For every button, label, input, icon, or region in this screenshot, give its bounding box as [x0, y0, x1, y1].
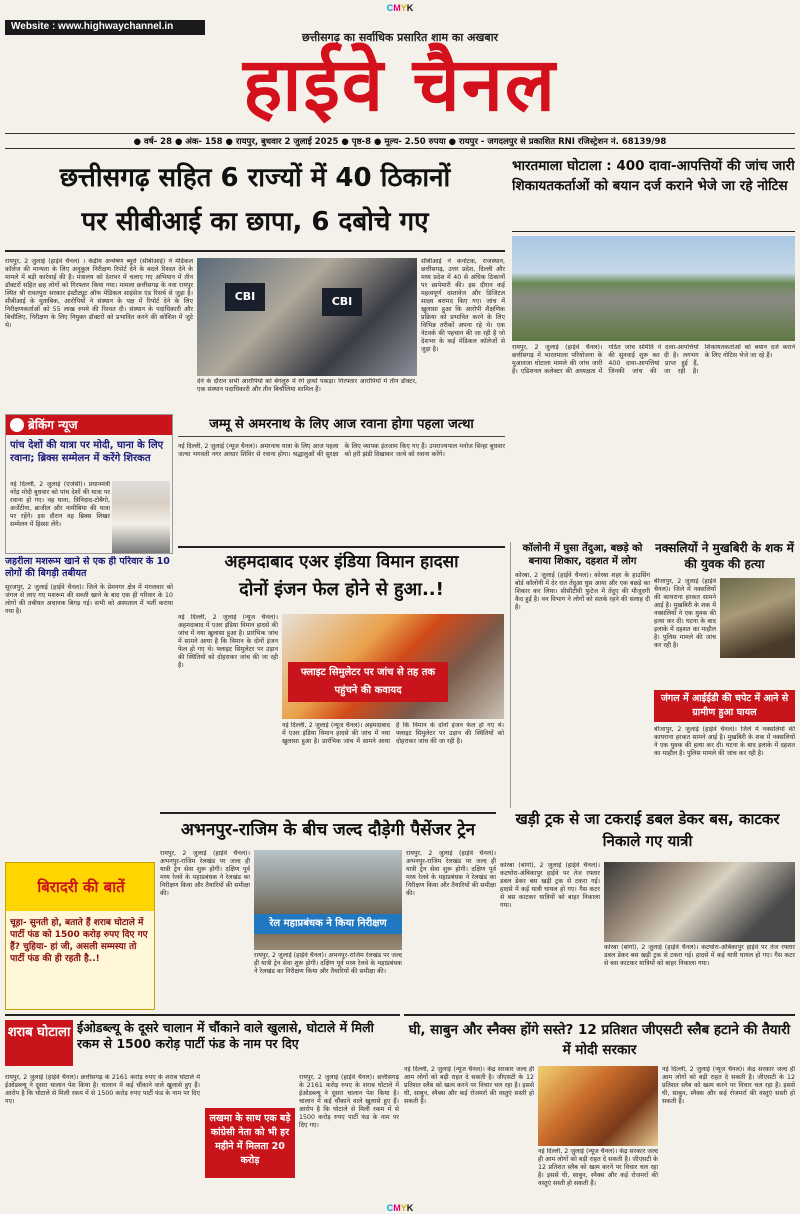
train-body: रायपुर, 2 जुलाई (हाईवे चैनल)। अभनपुर-राजिम रेलखंड पर जल्द ही यात्री ट्रेन सेवा शुरू होगी। दक्षिण पूर्व मध्य रेलवे के महाप्रबंधक ने रेलखंड का निरीक्षण किया और तैयारियों की समीक्षा की।: [160, 850, 250, 897]
truck-body: कोरबा (बांगो), 2 जुलाई (हाईवे चैनल)। कटघोरा-अंबिकापुर हाईवे पर तेज रफ्तार डबल डेकर बस खड़ी ट्रक से टकरा गई। हादसे में कई यात्री घायल हो गए। गैस कटर से बस काटकर यात्रियों को बाहर निकाला गया।: [500, 862, 600, 909]
liquor-scam-box: लखमा के साथ एक बड़े कांग्रेसी नेता को भी हर महीने में मिलता 20 करोड़: [205, 1108, 295, 1178]
breaking-news-label: ब्रेकिंग न्यूज: [6, 415, 173, 435]
cmyk-y: Y: [400, 3, 407, 13]
grocery-photo: [538, 1066, 658, 1146]
train-headline-block: [160, 812, 496, 846]
bharatmala-headline: भारतमाला घोटाला : 400 दावा-आपत्तियों की जांच जारी शिकायतकर्ताओं को बयान दर्ज कराने भेजे जा रहे नोटिस: [512, 158, 795, 194]
breaking-body: नई दिल्ली, 2 जुलाई (एजेंसी)। प्रधानमंत्री नरेंद्र मोदी बुधवार को पांच देशों की यात्रा पर रवाना हो गए। वह घाना, त्रिनिदाद-टोबैगो, अर्जेंटीना, ब्राजील और नामीबिया की यात्रा पर रहेंगे। इस दौरान वह ब्रिक्स शिखर सम्मेलन में हिस्सा लेंगे।: [10, 481, 110, 528]
rail-inspection-photo: [254, 850, 402, 950]
breaking-icon: [10, 418, 24, 432]
cmyk-c-bottom: C: [386, 1203, 394, 1213]
cmyk-k-bottom: K: [406, 1203, 414, 1213]
ahmedabad-body-2: नई दिल्ली, 2 जुलाई (न्यूज चैनल)। अहमदाबाद में एअर इंडिया विमान हादसे की जांच में नया खुलासा हुआ है। प्रारंभिक जांच में सामने आया है कि विमान के दोनों इंजन फेल हो गए थे। फ्लाइट सिमुलेटर पर उड़ान की स्थितियों को दोहराकर जांच की जा रही है।: [282, 722, 504, 745]
injured-villager-photo: [720, 578, 795, 658]
leopard-body: कोरबा, 2 जुलाई (हाईवे चैनल)। कोरबा शहर के हाउसिंग बोर्ड कॉलोनी में देर रात तेंदुआ घुस आया और एक बछड़े का शिकार कर लिया। सीसीटीवी फुटेज में तेंदुए की मौजूदगी कैद हुई है। वन विभाग ने लोगों को सतर्क रहने की सलाह दी है।: [515, 572, 650, 611]
gst-story: [404, 1014, 795, 1204]
website-link[interactable]: Website : www.highwaychannel.in: [5, 20, 205, 35]
naxal-photo-label: जंगल में आईईडी की चपेट में आने से ग्रामीण हुआ घायल: [654, 690, 795, 722]
gst-body: नई दिल्ली, 2 जुलाई (न्यूज चैनल)। केंद्र सरकार जल्द ही आम लोगों को बड़ी राहत दे सकती है। जीएसटी के 12 प्रतिशत स्लैब को खत्म करने पर विचार चल रहा है। इससे घी, साबुन, स्नैक्स और कई रोजमर्रा की वस्तुएं सस्ती हो सकती हैं।: [404, 1066, 534, 1105]
ahmedabad-headline-2: दोनों इंजन फेल होने से हुआ..!: [239, 579, 444, 600]
cmyk-m: M: [393, 3, 401, 13]
mushroom-headline: जहरीला मशरूम खाने से एक ही परिवार के 10 लोगों की बिगड़ी तबीयत: [5, 556, 170, 579]
breaking-headline: पांच देशों की यात्रा पर मोदी, घाना के लिए रवाना; ब्रिक्स सम्मेलन में करेंगे शिरकत: [10, 440, 164, 464]
modi-photo: [112, 481, 170, 553]
amarnath-body: नई दिल्ली, 2 जुलाई (न्यूज चैनल)। अमरनाथ यात्रा के लिए आज पहला जत्था भगवती नगर आधार शिविर से रवाना होगा। श्रद्धालुओं की सुरक्षा के लिए व्यापक इंतजाम किए गए हैं। उपराज्यपाल मनोज सिन्हा बुधवार को हरी झंडी दिखाकर जत्थे को रवाना करेंगे।: [178, 443, 505, 458]
bharatmala-body: रायपुर, 2 जुलाई (हाईवे चैनल)। छत्तीसगढ़ में भारतमाला परियोजना के मुआवजा घोटाला मामले की जांच जारी है। एडिशनल कलेक्टर की अध्यक्षता में गठित जांच समिति ने दावा-आपत्तियों की सुनवाई शुरू कर दी है। लगभग 400 दावा-आपत्तियां प्राप्त हुई हैं, जिनकी जांच की जा रही है। शिकायतकर्ताओं को बयान दर्ज कराने के लिए नोटिस भेजे जा रहे हैं।: [512, 344, 795, 375]
gst-body-2: नई दिल्ली, 2 जुलाई (न्यूज चैनल)। केंद्र सरकार जल्द ही आम लोगों को बड़ी राहत दे सकती है। जीएसटी के 12 प्रतिशत स्लैब को खत्म करने पर विचार चल रहा है। इससे घी, साबुन, स्नैक्स और कई रोजमर्रा की वस्तुएं सस्ती हो सकती हैं।: [538, 1148, 658, 1187]
bharatmala-headline-block: [512, 152, 795, 232]
cbi-vest-label-2: CBI: [322, 288, 362, 316]
naxal-body-2: बीजापुर, 2 जुलाई (हाईवे चैनल)। जिले में नक्सलियों की कायराना हरकत सामने आई है। मुखबिरी के शक में नक्सलियों ने एक युवक की हत्या कर दी। घटना के बाद इलाके में दहशत का माहौल है। पुलिस मामले की जांच कर रही है।: [654, 726, 795, 757]
biradari-box: [5, 862, 155, 1010]
truck-body-2: कोरबा (बांगो), 2 जुलाई (हाईवे चैनल)। कटघोरा-अंबिकापुर हाईवे पर तेज रफ्तार डबल डेकर बस खड़ी ट्रक से टकरा गई। हादसे में कई यात्री घायल हो गए। गैस कटर से बस काटकर यात्रियों को बाहर निकाला गया।: [604, 944, 795, 967]
tagline: छत्तीसगढ़ का सर्वाधिक प्रसारित शाम का अखबार: [301, 31, 499, 44]
ahmedabad-photo-label: फ्लाइट सिमुलेटर पर जांच से तह तक पहुंचने की कवायद: [288, 662, 448, 702]
biradari-text: चूहा- सुनती हो, बताते हैं शराब घोटाले में पार्टी फंड को 1500 करोड़ रुपए दिए गए हैं? चुहिया- हां जी, असली सम्मस्या तो पार्टी फंड की ही रहती है..!: [10, 918, 148, 964]
masthead-logo: हाईवे चैनल: [243, 42, 557, 128]
amarnath-story: [178, 414, 505, 544]
highway-photo: [512, 236, 795, 341]
cmyk-c: C: [386, 3, 394, 13]
crash-site-photo: [282, 614, 504, 719]
cmyk-marker-bottom: [370, 1203, 430, 1214]
lead-headline-line-1: छत्तीसगढ़ सहित 6 राज्यों में 40 ठिकानों: [59, 163, 451, 193]
truck-headline: खड़ी ट्रक से जा टकराई डबल डेकर बस, काटकर निकाले गए यात्री: [515, 810, 780, 850]
gst-headline: घी, साबुन और स्नैक्स होंगे सस्ते? 12 प्रतिशत जीएसटी स्लैब हटाने की तैयारी में मोदी सरकार: [408, 1022, 791, 1058]
cbi-vest-label: CBI: [225, 283, 265, 311]
naxal-body: बीजापुर, 2 जुलाई (हाईवे चैनल)। जिले में नक्सलियों की कायराना हरकत सामने आई है। मुखबिरी के शक में नक्सलियों ने एक युवक की हत्या कर दी। घटना के बाद इलाके में दहशत का माहौल है। पुलिस मामले की जांच कर रही है।: [654, 578, 716, 649]
train-body-3: रायपुर, 2 जुलाई (हाईवे चैनल)। अभनपुर-राजिम रेलखंड पर जल्द ही यात्री ट्रेन सेवा शुरू होगी। दक्षिण पूर्व मध्य रेलवे के महाप्रबंधक ने रेलखंड का निरीक्षण किया और तैयारियों की समीक्षा की।: [254, 952, 402, 975]
liquor-scam-body-2: रायपुर, 2 जुलाई (हाईवे चैनल)। छत्तीसगढ़ के 2161 करोड़ रुपए के शराब घोटाले में ईओडब्ल्यू ने दूसरा चालान पेश किया है। चालान में कई चौंकाने वाले खुलासे हुए हैं। आरोप है कि घोटाले से मिली रकम में से 1500 करोड़ रुपए पार्टी फंड के नाम पर दिए गए।: [299, 1074, 399, 1129]
cmyk-y-bottom: Y: [400, 1203, 407, 1213]
liquor-scam-label: शराब घोटाला: [5, 1020, 73, 1066]
cmyk-k: K: [406, 3, 414, 13]
mushroom-story: [5, 556, 173, 856]
breaking-news-box: [5, 414, 173, 554]
lead-headline-block: [5, 152, 505, 252]
train-body-2: रायपुर, 2 जुलाई (हाईवे चैनल)। अभनपुर-राजिम रेलखंड पर जल्द ही यात्री ट्रेन सेवा शुरू होगी। दक्षिण पूर्व मध्य रेलवे के महाप्रबंधक ने रेलखंड का निरीक्षण किया और तैयारियों की समीक्षा की।: [406, 850, 496, 897]
cmyk-marker-top: [370, 3, 430, 15]
ahmedabad-body: नई दिल्ली, 2 जुलाई (न्यूज चैनल)। अहमदाबाद में एअर इंडिया विमान हादसे की जांच में नया खुलासा हुआ है। प्रारंभिक जांच में सामने आया है कि विमान के दोनों इंजन फेल हो गए थे। फ्लाइट सिमुलेटर पर उड़ान की स्थितियों को दोहराकर जांच की जा रही है।: [178, 614, 278, 669]
lead-body-left: रायपुर, 2 जुलाई (हाईवे चैनल) । केंद्रीय अन्वेषण ब्यूरो (सीबीआई) ने मेडिकल कॉलेज की मान्यता के लिए अनुकूल निरीक्षण रिपोर्ट देने के बदले रिश्वत देने के मामले में बड़ी कार्रवाई की है। मंत्रालय को देशभर में चलाए गए अभियान में तीन डॉक्टरों सहित छह लोगों को गिरफ्तार किया गया। मामला छत्तीसगढ़ के नवा रायपुर स्थित श्री रावतपुरा सरकार इंस्टीट्यूट ऑफ मेडिकल साइंसेज एंड रिसर्च से जुड़ा है। सीबीआई के मुताबिक, आरोपियों ने संस्थान के पक्ष में रिपोर्ट देने के लिए निरीक्षणकर्ताओं को 55 लाख रुपये की रिश्वत दी। संस्थान के पदाधिकारी और बिचौलिए, निरीक्षण के लिए नियुक्त डॉक्टरों को प्रभावित करने की कोशिश में जुटे थे।: [5, 258, 193, 329]
lead-headline-line-2: पर सीबीआई का छापा, 6 दबोचे गए: [81, 207, 429, 237]
amarnath-headline: जम्मू से अमरनाथ के लिए आज रवाना होगा पहला जत्था: [178, 414, 505, 437]
leopard-headline: कॉलोनी में घुसा तेंदुआ, बछड़े को बनाया शिकार, दहशत में लोग: [522, 543, 643, 567]
edition-info-bar: ● वर्ष- 28 ● अंक- 158 ● रायपुर, बुधवार 2 जुलाई 2025 ● पृष्ठ-8 ● मूल्य- 2.50 रुपया ● रायपुर - जगदलपुर से प्रकाशित RNI रजिस्ट्रेशन नं. 68139/98: [5, 133, 795, 149]
liquor-scam-headline: ईओडब्ल्यू के दूसरे चालान में चौंकाने वाले खुलासे, घोटाले में मिली रकम से 1500 करोड़ पार्टी फंड के नाम पर दिए: [77, 1020, 374, 1051]
lead-photo-caption: देने के दौरान सभी आरोपियों को बेंगलुरु में रंगे हाथों पकड़ा। गिरफ्तार आरोपियों में तीन डॉक्टर, एक संस्थान पदाधिकारी और तीन बिचौलिया शामिल हैं।: [197, 378, 417, 393]
train-headline: अभनपुर-राजिम के बीच जल्द दौड़ेगी पैसेंजर ट्रेन: [180, 820, 476, 840]
lead-body-right: सीबीआई ने कर्नाटक, राजस्थान, छत्तीसगढ़, उत्तर प्रदेश, दिल्ली और मध्य प्रदेश में 40 से अधिक ठिकानों पर छापेमारी की। इस दौरान कई महत्वपूर्ण दस्तावेज और डिजिटल साक्ष्य बरामद किए गए। जांच में खुलासा हुआ कि आरोपी शैक्षणिक प्रक्रिया को प्रभावित करने के लिए विभिन्न तरीकों अपना रहे थे। एक नेटवर्क की पहचान की जा रही है जो देशभर के कई मेडिकल कॉलेजों से जुड़ा है।: [421, 258, 505, 353]
liquor-scam-story: [5, 1014, 400, 1204]
truck-headline-block: [500, 808, 795, 858]
train-photo-label: रेल महाप्रबंधक ने किया निरीक्षण: [254, 914, 402, 934]
ahmedabad-headline-1: अहमदाबाद एअर इंडिया विमान हादसा: [224, 552, 459, 572]
cbi-raid-photo: [197, 258, 417, 376]
naxal-headline: नक्सलियों ने मुखबिरी के शक में की युवक की हत्या: [655, 541, 794, 571]
gst-body-3: नई दिल्ली, 2 जुलाई (न्यूज चैनल)। केंद्र सरकार जल्द ही आम लोगों को बड़ी राहत दे सकती है। जीएसटी के 12 प्रतिशत स्लैब को खत्म करने पर विचार चल रहा है। इससे घी, साबुन, स्नैक्स और कई रोजमर्रा की वस्तुएं सस्ती हो सकती हैं।: [662, 1066, 795, 1105]
mushroom-body: सूरजपुर, 2 जुलाई (हाईवे चैनल)। जिले के प्रेमनगर क्षेत्र में मंगलवार को जंगल से लाए गए मशरूम की सब्जी खाने के बाद एक ही परिवार के 10 लोगों की तबीयत अचानक बिगड़ गई। सभी को अस्पताल में भर्ती कराया गया है।: [5, 584, 173, 615]
ahmedabad-headline-block: [178, 546, 505, 610]
liquor-scam-body: रायपुर, 2 जुलाई (हाईवे चैनल)। छत्तीसगढ़ के 2161 करोड़ रुपए के शराब घोटाले में ईओडब्ल्यू ने दूसरा चालान पेश किया है। चालान में कई चौंकाने वाले खुलासे हुए हैं। आरोप है कि घोटाले से मिली रकम में से 1500 करोड़ रुपए पार्टी फंड के नाम पर दिए गए।: [5, 1074, 200, 1105]
cmyk-m-bottom: M: [393, 1203, 401, 1213]
bus-accident-photo: [604, 862, 795, 942]
leopard-story: [510, 542, 650, 808]
biradari-label: बिरादरी की बातें: [6, 863, 155, 911]
